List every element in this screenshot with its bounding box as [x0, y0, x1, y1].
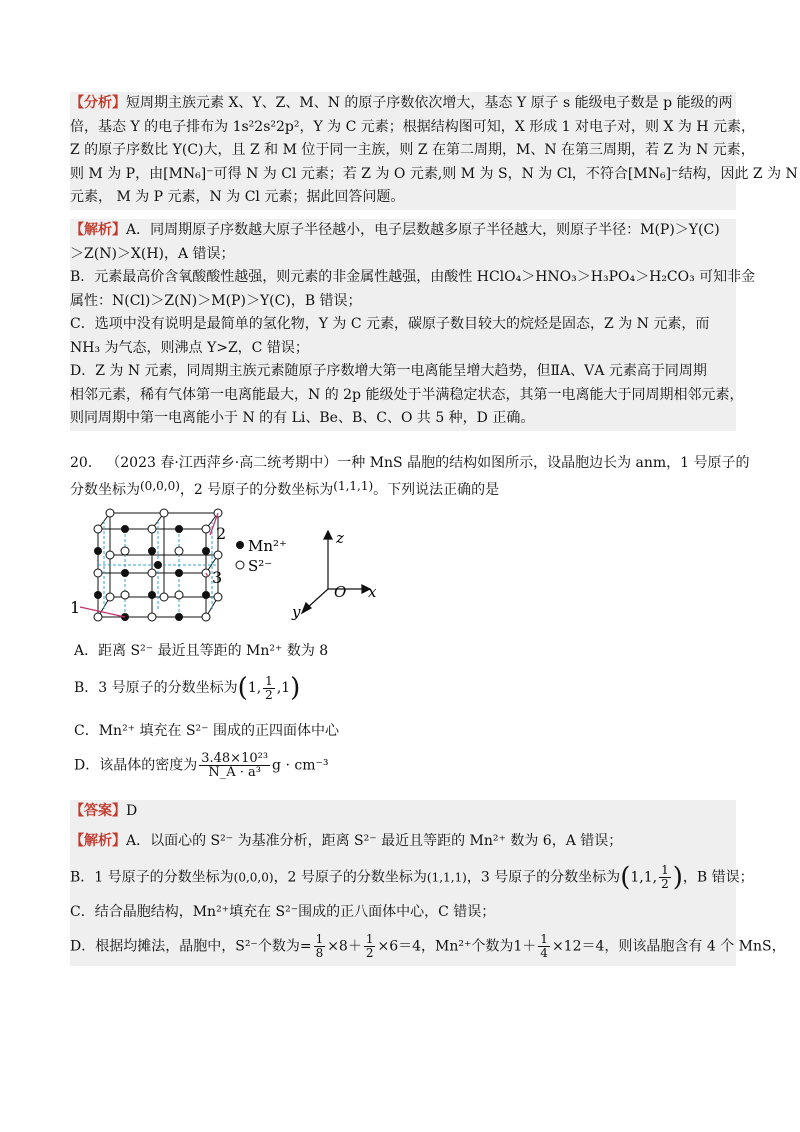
explain1-tag: 【解析】 [70, 222, 126, 238]
coord-1: (0,0,0) [140, 479, 180, 493]
legend-s-marker [236, 561, 244, 569]
legend-mn-marker [236, 541, 244, 549]
explanation-block-2 [70, 824, 786, 966]
option-c: C．Mn²⁺ 填充在 S²⁻ 围成的正四面体中心 [74, 723, 340, 739]
explain2-line-a: 【解析】A．以面心的 S²⁻ 为基准分析，距离 S²⁻ 最近且等距的 Mn²⁺ 数为 6，A 错误； [70, 833, 623, 849]
explain2-tag: 【解析】 [70, 833, 126, 849]
analysis-line-5: 元素， M 为 P 元素，N 为 Cl 元素；据此回答问题。 [70, 189, 405, 205]
question-line-2: 分数坐标为(0,0,0)，2 号原子的分数坐标为(1,1,1)。下列说法正确的是 [70, 479, 500, 498]
explain1-line-8: 相邻元素，稀有气体第一电离能最大，N 的 2p 能级处于半满稳定状态，其第一电离能大于同周期相邻元素， [70, 386, 744, 403]
option-a: A．距离 S²⁻ 最近且等距的 Mn²⁺ 数为 8 [74, 643, 329, 659]
explain1-line-1: 【解析】A．同周期原子序数越大原子半径越小，电子层数越多原子半径越大，则原子半径：M(P)＞Y(C) [70, 222, 720, 238]
axis-y: y [292, 603, 301, 621]
question-line-1: 20． （2023 春·江西萍乡·高二统考期中）一种 MnS 晶胞的结构如图所示，设晶胞边长为 anm，1 号原子的 [70, 455, 750, 471]
explain1-line-4: 属性：N(Cl)＞Z(N)＞M(P)＞Y(C)，B 错误； [70, 292, 362, 309]
explain1-line-3: B．元素最高价含氧酸酸性越强，则元素的非金属性越强，由酸性 HClO₄＞HNO₃＞H₃PO₄＞H₂CO₃ 可知非金 [70, 269, 756, 285]
answer-block [70, 800, 736, 824]
analysis-line-4: 则 M 为 P，由[MN₆]⁻可得 N 为 Cl 元素；若 Z 为 O 元素,则 M 为 S，N 为 Cl，不符合[MN₆]⁻结构，因此 Z 为 N [70, 165, 798, 182]
legend-s: S²⁻ [248, 557, 273, 575]
explain1-line-9: 则同周期中第一电离能小于 N 的有 Li、Be、B、C、O 共 5 种，D 正确。 [70, 410, 535, 426]
explain1-line-7: D．Z 为 N 元素，同周期主族元素随原子序数增大第一电离能呈增大趋势，但ⅡA、ⅤA 元素高于同周期 [70, 363, 707, 379]
explain2-line-d: D．根据均摊法，晶胞中，S²⁻个数为= $\frac{1}{8}$ ×8＋ $\frac{1}{2}$ ×6＝4，Mn²⁺个数为1＋ $\frac{1}{4}$ ×12＝4，则该晶胞含有 4 个 MnS， [70, 932, 786, 960]
coord-2: (1,1,1) [333, 479, 374, 493]
analysis-line-2: 倍，基态 Y 的电子排布为 1s²2s²2p²，Y 为 C 元素；根据结构图可知，X 形成 1 对电子对，则 X 为 H 元素， [70, 118, 755, 135]
density-fraction: $\frac{\text{3.48×10²³}}{\text{N\_A · a³}}$ [201, 751, 269, 780]
axis-o: O [334, 583, 347, 601]
crystal-figure [70, 505, 400, 625]
explain1-line-6: NH₃ 为气态，则沸点 Y>Z，C 错误； [70, 339, 309, 356]
analysis-line-1: 【分析】短周期主族元素 X、Y、Z、M、N 的原子序数依次增大，基态 Y 原子 s 能级电子数是 p 能级的两 [70, 95, 733, 111]
label-2: 2 [216, 524, 227, 543]
axis-z: z [336, 529, 344, 547]
explain2-line-c: C．结合晶胞结构，Mn²⁺填充在 S²⁻围成的正八面体中心，C 错误； [70, 904, 496, 920]
explanation-block-1 [70, 219, 756, 431]
option-b-fraction: $\frac{1}{2}$ [265, 673, 273, 702]
answer-tag: 【答案】 [70, 803, 126, 819]
explain2-line-b: B．1 号原子的分数坐标为(0,0,0)，2 号原子的分数坐标为(1,1,1)，3 号原子的分数坐标为(1,1, $\frac{1}{2}$ )，B 错误； [70, 862, 754, 893]
option-d: D．该晶体的密度为 $\frac{\text{3.48×10²³}}{\text{N\_A · a³}}$ g · cm⁻³ [74, 751, 329, 780]
answer-value: D [126, 803, 138, 819]
axis-x: x [368, 583, 377, 601]
label-3: 3 [212, 568, 223, 587]
explain1-line-5: C．选项中没有说明是最简单的氢化物，Y 为 C 元素，碳原子数目较大的烷烃是固态，Z 为 N 元素，而 [70, 316, 710, 332]
explain1-line-2: ＞Z(N)＞X(H)，A 错误； [70, 245, 235, 262]
analysis-line-3: Z 的原子序数比 Y(C)大，且 Z 和 M 位于同一主族，则 Z 在第二周期，M、N 在第三周期，若 Z 为 N 元素， [70, 142, 755, 158]
analysis-tag: 【分析】 [70, 95, 126, 111]
legend-mn: Mn²⁺ [248, 537, 287, 555]
label-1: 1 [70, 598, 81, 617]
option-b: B．3 号原子的分数坐标为(1, $\frac{1}{2}$ ,1) [74, 673, 301, 703]
question-20 [70, 452, 750, 502]
analysis-block [70, 92, 798, 210]
